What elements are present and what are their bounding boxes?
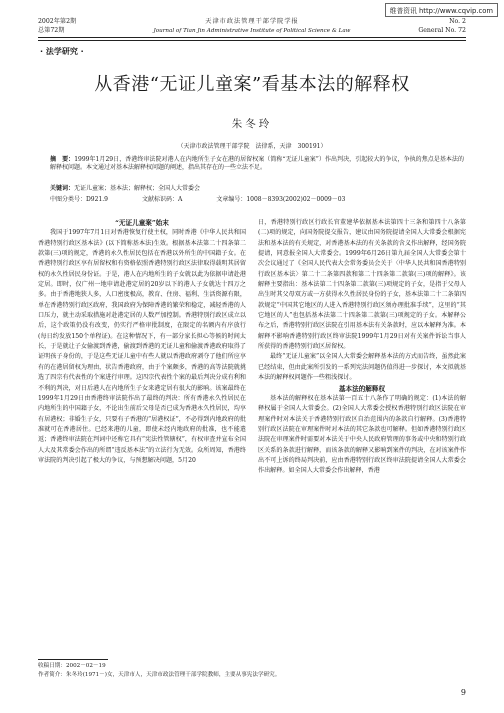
page-number: 9 <box>460 688 466 697</box>
abstract <box>50 156 464 173</box>
document-code: 文献标识码：A <box>142 196 183 203</box>
body-paragraph: 我国于1997年7月1日对香港恢复行使主权，同时香港《中华人民共和国香港特别行政区基本法》(以下简称基本法)生效。根据基本法第二十四条第二款第(三)项的规定，香港的永久性居民包括在香港以外所生的中国籍子女。在香港特别行政区享有居留权和有资格依照香港特别行政区法律取得载明其居留权的永久性居民身份证。于是，港人在内地所生的子女就以此为依据申请赴港定居。即时，仅广州一地申请赴港定居的20岁以下的港人子女就达十四万之多。由于香港地狭人多，人口密度极高，教育、住房、福利、生活资源有限，单在香港特别行政区政府，我国政府为保障香港的繁荣和稳定，减轻香港的人口压力，就主动采取措施对赴港定居的人数严加控制。香港特别行政区成立以后，这个政策仍没有改变，仍实行严格审批制度，在限定的名额内有序放行(每日约发放150个单程证)。在这种情况下，有一部分家长担心等候的时间太长，于是就让子女偷渡到香港，偷渡到香港的无证儿童和偷渡香港政府取得了证明孩子身份的，于是这些无证儿童中有些人就以香港政府剥夺了他们所应享有的在港居留权为理由，状告香港政府，由于个案颇多，香港的高等法院就挑选了四宗有代表性的个案进行审理。这四宗代表性个案的最后判决分成有利和不利的判决，对日后港人在内地所生子女来港定居有很大的影响。该案最终在1999年1月29日由香港终审法院作出了最终的判决：所有香港永久性居民在内地所生的中国籍子女，不论出生前后父母是否已成为香港永久性居民，均享有居港权；非婚生子女，只要有子香港的“居港权证”，不必得到内地政府的批准就可在香港居住。已经来港的儿童，即使未经内地政府的批准，也不能遣返；香港终审法院在判词中还称它具有“宪法性管辖权”，有权审查并宣布全国人大及其常委会作出的所谓“违反基本法”的立法行为无效。众所周知，香港终审法院的判决引起了极大的争议，与预想解决问题，5月20 <box>38 229 246 464</box>
classification-line <box>50 196 464 204</box>
article-title: 从香港“无证儿童案”看基本法的解释权 <box>94 74 410 95</box>
keywords-label: 关键词： <box>50 185 75 192</box>
footnote-rule <box>38 659 108 660</box>
body-column-left <box>38 218 246 466</box>
body-paragraph: 日，香港特别行政区行政长官董建华依据基本法第四十三条和第四十八条第(二)项的规定，向国务院提交报告，建议由国务院提请全国人大常委会根据宪法和基本法的有关规定，对香港基本法的有关条款的含义作出解释，经国务院提请，同意报全国人大常委会。1999年6月26日第九届全国人大常委会第十次会议通过了《全国人民代表大会常务委员会关于〈中华人民共和国香港特别行政区基本法〉第二十二条第四款和第二十四条第二款第(三)项的解释》。该解释主要指出：基本法第二十四条第二款第(三)项规定的子女，是指于父母人出生时其父母双方或一方获得永久性居民身份的子女，基本法第二十二条第四款规定“中国其它地区的人进入香港特别行政区须办理批准手续”，这里的“其它地区的人”也包括基本法第二十四条第二款第(三)项规定的子女。本解释公布之后，香港特别行政区法院在引用基本法有关条款时，应以本解释为准。本解释不影响香港特别行政区终审法院1999年1月29日对有关案件诉讼当事人所获得的香港特别行政区居留权。 <box>258 219 466 351</box>
source-watermark: 维普资讯 http://www.cqvip.com <box>385 3 498 17</box>
keywords <box>50 185 464 193</box>
journal-title-cn: 天津市政法管理干部学院学报 <box>205 18 299 25</box>
author-bio: 作者简介：朱冬玲(1971－)女，天津市人，天津市政法管理干部学院教师，主要从事宪法学研究。 <box>38 672 281 678</box>
total-issue-label: 总第72期 <box>38 27 65 34</box>
author-affiliation: （天津市政法管理干部学院 法律系，天津 300191） <box>177 143 327 150</box>
keywords-text: 无证儿童案；基本法；解释权；全国人大常委会 <box>74 185 201 192</box>
body-paragraph: 最终“无证儿童案”以全国人大常委会解释基本法的方式而告终，虽然此案已经结束，但由此案所引发的一系列宪法问题仍值得进一步探讨，本文拟就基本法的解释权问题作一些粗浅探讨。 <box>258 353 466 382</box>
section-tag: · 法学研究 · <box>40 47 84 56</box>
received-date: 收稿日期：2002－02－19 <box>38 663 106 669</box>
journal-title-en: Journal of Tian Jin Administrative Institute of Political Science & Law <box>153 28 351 34</box>
subsection-heading: 基本法的解释权 <box>338 384 386 393</box>
abstract-text: 1999年1月29日，香港终审法院对港人在内地所生子女在港的居留权案（简称“无证儿童案”）作出判决，引起较大的争议，争执的焦点是基本法的解释权问题。本文通过对基本法解释权问题的阐述，指出其存在的一些立法不足。 <box>50 156 464 172</box>
general-number: General No. 72 <box>418 27 466 34</box>
body-column-right <box>258 218 466 477</box>
issue-label: 2002年第2期 <box>38 18 77 25</box>
body-paragraph: 基本法的解释权在基本法第一百五十八条作了明确的规定：(1)本法的解释权属于全国人大常委会。(2)全国人大常委会授权香港特别行政区法院在审理案件时对本法关于香港特别行政区自治范围内的条款自行解释。(3)香港特别行政区法院在审理案件时对本法的其它条款也可解释。但如香港特别行政区法院在审理案件时需要对本法关于中央人民政府管理的事务或中央和特别行政区关系的条款进行解释，而该条款的解释又影响到案件的判决，在对该案件作出不可上诉的终局判决前，应由香港特别行政区终审法院提请全国人大常委会作出解释。如全国人大常委会作出解释，香港 <box>258 394 466 475</box>
abstract-label: 摘 要： <box>50 156 75 163</box>
subsection-heading: “无证儿童案”始末 <box>115 219 169 227</box>
clc-number: 中图分类号：D921.9 <box>50 196 108 203</box>
header-rule-thin <box>38 40 466 41</box>
header-rule <box>38 37 466 38</box>
issue-number: No. 2 <box>449 18 466 25</box>
author-name: 朱冬玲 <box>231 118 273 130</box>
article-number: 文章编号：1008－8393(2002)02－0009－03 <box>216 196 346 203</box>
